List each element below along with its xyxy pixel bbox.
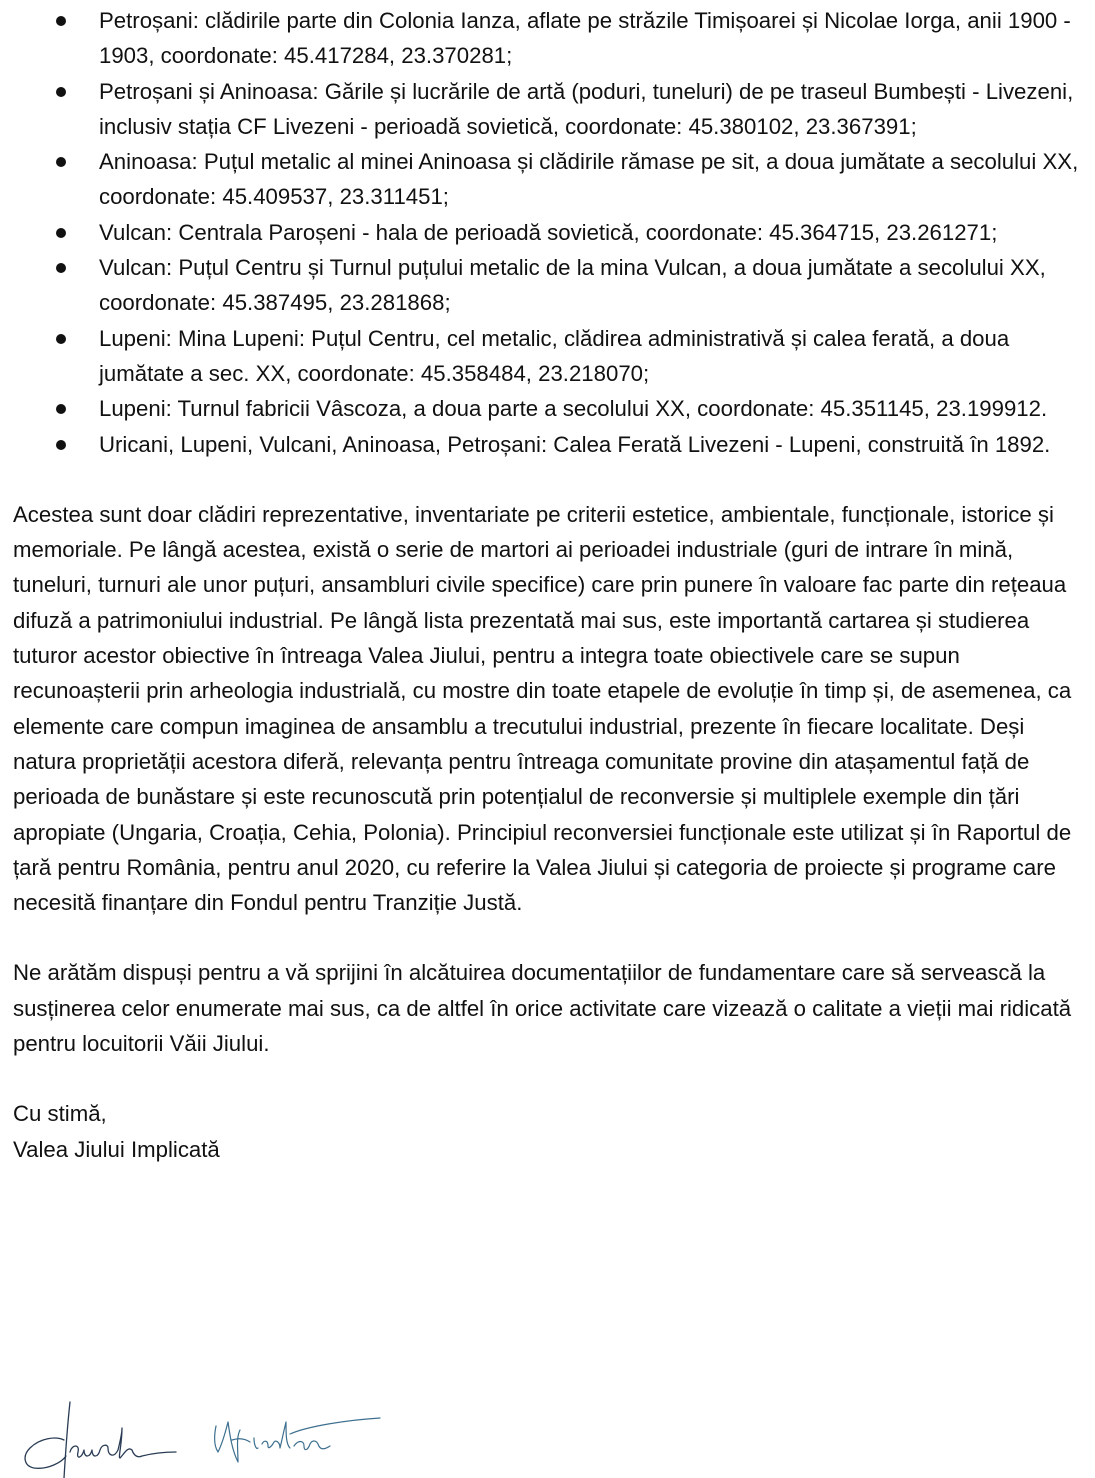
bullet-icon <box>56 157 66 167</box>
bullet-icon <box>56 87 66 97</box>
heritage-site-list <box>13 3 1088 462</box>
closing-salutation: Cu stimă, <box>13 1101 107 1127</box>
list-item <box>13 427 1088 462</box>
bullet-icon <box>56 263 66 273</box>
bullet-icon <box>56 404 66 414</box>
signature-first <box>25 1402 176 1478</box>
sender-name: Valea Jiului Implicată <box>13 1136 220 1162</box>
list-item-text: Petroșani: clădirile parte din Colonia Ianza, aflate pe străzile Timișoarei și Nicolae Iorga, anii 1900 - 1903, coordonate: 45.417284, 23.370281; <box>99 8 1071 69</box>
list-item-text: Uricani, Lupeni, Vulcani, Aninoasa, Petroșani: Calea Ferată Livezeni - Lupeni, construită în 1892. <box>99 431 1051 457</box>
list-item <box>13 391 1088 426</box>
offer-paragraph: Ne arătăm dispuși pentru a vă sprijini în alcătuirea documentațiilor de fundamentare care să servească la susținerea celor enumerate mai sus, ca de altfel în orice activitate care vizează o calitate a vieții mai ridicată pentru locuitorii Văii Jiului. <box>13 960 1072 1057</box>
list-item <box>13 3 1088 74</box>
bullet-icon <box>56 228 66 238</box>
body-paragraph: Acestea sunt doar clădiri reprezentative, inventariate pe criterii estetice, ambientale, funcționale, istorice și memoriale. Pe lângă acestea, există o serie de martori ai perioadei industriale (guri de intrare în mină, tuneluri, turnuri ale unor puțuri, ansambluri civile specifice) care prin punere în valoare fac parte din rețeaua difuză a patrimoniului industrial. Pe lângă lista prezentată mai sus, este importantă cartarea și studierea tuturor acestor obiective în întreaga Valea Jiului, pentru a integra toate obiectivele care se supun recunoașterii prin arheologia industrială, cu mostre din toate etapele de evoluție în timp și, de asemenea, ca elemente care compun imaginea de ansamblu a trecutului industrial, prezente în fiecare localitate. Deși natura proprietății acestora diferă, relevanța pentru întreaga comunitate provine din atașamentul față de perioada de bunăstare și este recunoscută prin potențialul de reconversie și multiplele exemple din țări apropiate (Ungaria, Croația, Cehia, Polonia). Principiul reconversiei funcționale este utilizat și în Raportul de țară pentru România, pentru anul 2020, cu referire la Valea Jiului și categoria de proiecte și programe care necesită finanțare din Fondul pentru Tranziție Justă. <box>13 501 1072 916</box>
handwritten-signature <box>18 1400 388 1478</box>
list-item-text: Lupeni: Mina Lupeni: Puțul Centru, cel metalic, clădirea administrativă și calea ferată, a doua jumătate a sec. XX, coordonate: 45.358484, 23.218070; <box>99 325 1010 386</box>
signature-second <box>215 1418 380 1462</box>
bullet-icon <box>56 334 66 344</box>
list-item <box>13 321 1088 392</box>
list-item-text: Lupeni: Turnul fabricii Vâscoza, a doua parte a secolului XX, coordonate: 45.351145, 23.199912. <box>99 396 1048 422</box>
document-page <box>13 3 1088 1167</box>
list-item <box>13 74 1088 145</box>
bullet-icon <box>56 440 66 450</box>
list-item <box>13 215 1088 250</box>
list-item-text: Petroșani și Aninoasa: Gările și lucrările de artă (poduri, tuneluri) de pe traseul Bumbești - Livezeni, inclusiv stația CF Livezeni - perioadă sovietică, coordonate: 45.380102, 23.367391; <box>99 78 1074 139</box>
list-item <box>13 144 1088 215</box>
list-item-text: Aninoasa: Puțul metalic al minei Aninoasa și clădirile rămase pe sit, a doua jumătate a secolului XX, coordonate: 45.409537, 23.311451; <box>99 149 1079 210</box>
list-item-text: Vulcan: Centrala Paroșeni - hala de perioadă sovietică, coordonate: 45.364715, 23.261271; <box>99 219 998 245</box>
bullet-icon <box>56 16 66 26</box>
list-item-text: Vulcan: Puțul Centru și Turnul puțului metalic de la mina Vulcan, a doua jumătate a secolului XX, coordonate: 45.387495, 23.281868; <box>99 255 1046 316</box>
list-item <box>13 250 1088 321</box>
